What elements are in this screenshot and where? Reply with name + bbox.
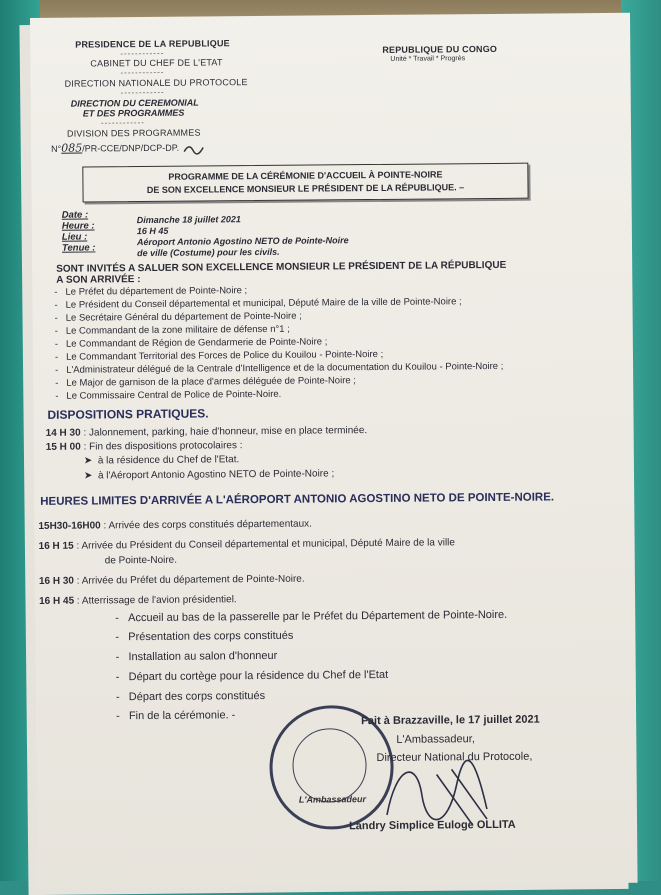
date-label: Date :: [61, 209, 89, 221]
dress-label: Tenue :: [61, 242, 96, 254]
disposition-row: 14 H 30 : Jalonnement, parking, haie d'honneur, mise en place terminée.: [45, 425, 368, 439]
ceremony-step: - Installation au salon d'honneur: [115, 649, 278, 664]
invited-item: - Le Secrétaire Général du département de Pointe-Noire ;: [54, 310, 302, 324]
arrival-row-cont: de Pointe-Noire.: [104, 554, 178, 567]
place-label: Lieu :: [61, 231, 88, 243]
invited-item: - Le Commandant de Région de Gendarmerie de Pointe-Noire ;: [54, 336, 328, 350]
header-presidence: PRESIDENCE DE LA REPUBLIQUE: [75, 38, 230, 50]
invited-item: - Le Préfet du département de Pointe-Noire ;: [54, 285, 248, 298]
programme-title-line1: PROGRAMME DE LA CÉRÉMONIE D'ACCUEIL À POINTE-NOIRE: [168, 169, 443, 182]
invited-heading-cont: A SON ARRIVÉE :: [56, 274, 141, 286]
disposition-row: 15 H 00 : Fin des dispositions protocolaires :: [45, 440, 243, 453]
signature-role: Directeur National du Protocole,: [376, 750, 533, 765]
signature-place-date: Fait à Brazzaville, le 17 juillet 2021: [361, 713, 540, 728]
time-value: 16 H 45: [136, 225, 169, 237]
header-separator: ------------: [120, 67, 165, 78]
header-division: DIVISION DES PROGRAMMES: [66, 127, 201, 139]
arrival-row: 16 H 45 : Atterrissage de l'avion présidentiel.: [39, 594, 237, 607]
disposition-arrow-item: ➤ à la résidence du Chef de l'Etat.: [83, 454, 240, 467]
invited-heading: SONT INVITÉS A SALUER SON EXCELLENCE MONSIEUR LE PRÉSIDENT DE LA RÉPUBLIQUE: [56, 259, 507, 275]
invited-item: - Le Commandant Territorial des Forces de Police du Kouilou - Pointe-Noire ;: [54, 348, 384, 363]
header-cabinet: CABINET DU CHEF DE L'ETAT: [90, 57, 223, 69]
ceremony-step: - Départ du cortège pour la résidence du Chef de l'Etat: [115, 668, 389, 684]
date-value: Dimanche 18 juillet 2021: [136, 214, 241, 226]
signature-role: L'Ambassadeur,: [396, 733, 475, 746]
invited-item: - Le Président du Conseil départemental et municipal, Député Maire de la ville de Pointe-Noire ;: [54, 296, 462, 311]
header-separator: ------------: [120, 87, 165, 98]
dispositions-heading: DISPOSITIONS PRATIQUES.: [47, 406, 209, 422]
disposition-arrow-item: ➤ à l'Aéroport Antonio Agostino NETO de Pointe-Noire ;: [83, 468, 335, 482]
arrivals-heading: HEURES LIMITES D'ARRIVÉE A L'AÉROPORT ANTONIO AGOSTINO NETO DE POINTE-NOIRE.: [40, 491, 555, 508]
invited-item: - Le Commissaire Central de Police de Pointe-Noire.: [55, 388, 282, 402]
place-value: Aéroport Antonio Agostino NETO de Pointe-Noire: [136, 235, 349, 248]
time-label: Heure :: [61, 220, 95, 232]
initials-scribble: [182, 142, 206, 154]
invited-item: - L'Administrateur délégué de la Centrale d'Intelligence et de la documentation du Kouilou - Pointe-Noire ;: [55, 360, 504, 376]
arrival-row: 16 H 30 : Arrivée du Préfet du département de Pointe-Noire.: [38, 573, 305, 587]
header-separator: ------------: [120, 48, 165, 59]
arrival-row: 15H30-16H00 : Arrivée des corps constitués départementaux.: [38, 518, 312, 532]
reference-number: N°085/PR-CCE/DNP/DCP-DP.: [51, 140, 206, 155]
invited-item: - Le Major de garnison de la place d'armes déléguée de Pointe-Noire ;: [55, 375, 356, 389]
document-page: [30, 13, 638, 888]
signatory-name: Landry Simplice Euloge OLLITA: [349, 818, 516, 833]
arrival-row: 16 H 15 : Arrivée du Président du Conseil départemental et municipal, Député Maire de la ville: [38, 537, 456, 552]
dress-value: de ville (Costume) pour les civils.: [137, 246, 280, 259]
invited-item: - Le Commandant de la zone militaire de défense n°1 ;: [54, 323, 290, 337]
header-direction-protocole: DIRECTION NATIONALE DU PROTOCOLE: [64, 77, 248, 89]
header-programmes: ET DES PROGRAMMES: [82, 107, 185, 119]
programme-title-line2: DE SON EXCELLENCE MONSIEUR LE PRÉSIDENT DE LA RÉPUBLIQUE. –: [146, 182, 465, 195]
header-separator: ------------: [100, 118, 145, 128]
ceremony-step: - Accueil au bas de la passerelle par le Préfet du Département de Pointe-Noire.: [115, 608, 508, 625]
header-direction-ceremonial: DIRECTION DU CEREMONIAL: [70, 97, 199, 109]
ceremony-step: - Départ des corps constitués: [115, 689, 266, 704]
stamp-label: L'Ambassadeur: [298, 794, 367, 805]
header-country: REPUBLIQUE DU CONGO: [382, 43, 498, 55]
ceremony-step: - Fin de la cérémonie. -: [116, 709, 236, 723]
programme-title-box: [82, 163, 528, 203]
ceremony-step: - Présentation des corps constitués: [115, 629, 294, 644]
header-motto: Unité * Travail * Progrès: [390, 55, 466, 63]
stamp-emblem: [292, 728, 367, 803]
